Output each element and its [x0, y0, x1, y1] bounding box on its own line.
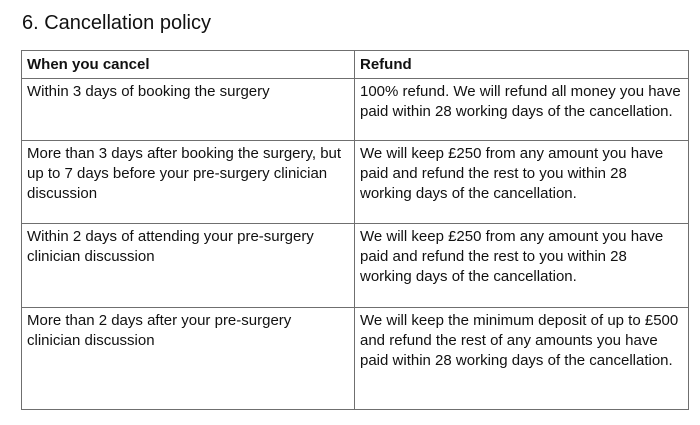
- table-row: [22, 141, 689, 224]
- refund-cell: [355, 141, 689, 224]
- when-text: More than 3 days after booking the surgery, but up to 7 days before your pre-surgery clinician discussion: [27, 145, 342, 202]
- cancellation-policy-table: [21, 50, 689, 410]
- when-text: Within 3 days of booking the surgery: [27, 83, 270, 100]
- when-text: Within 2 days of attending your pre-surgery clinician discussion: [27, 228, 314, 265]
- when-cell: [22, 224, 355, 308]
- table-header-row: [22, 51, 689, 79]
- when-cell: [22, 141, 355, 224]
- column-header-when-you-cancel: When you cancel: [22, 51, 355, 79]
- refund-cell: [355, 79, 689, 141]
- when-cell: [22, 308, 355, 410]
- section-title: 6. Cancellation policy: [22, 12, 211, 34]
- refund-text: We will keep £250 from any amount you have paid and refund the rest to you within 28 working days of the cancellation.: [360, 145, 664, 202]
- table-row: [22, 308, 689, 410]
- when-text: More than 2 days after your pre-surgery clinician discussion: [27, 312, 292, 349]
- refund-text: 100% refund. We will refund all money you have paid within 28 working days of the cancellation.: [360, 83, 681, 120]
- when-cell: [22, 79, 355, 141]
- refund-text: We will keep £250 from any amount you have paid and refund the rest to you within 28 working days of the cancellation.: [360, 228, 664, 285]
- refund-text: We will keep the minimum deposit of up to £500 and refund the rest of any amounts you have paid within 28 working days of the cancellation.: [360, 312, 679, 369]
- table-row: [22, 79, 689, 141]
- refund-cell: [355, 308, 689, 410]
- column-header-refund: Refund: [355, 51, 689, 79]
- table-row: [22, 224, 689, 308]
- refund-cell: [355, 224, 689, 308]
